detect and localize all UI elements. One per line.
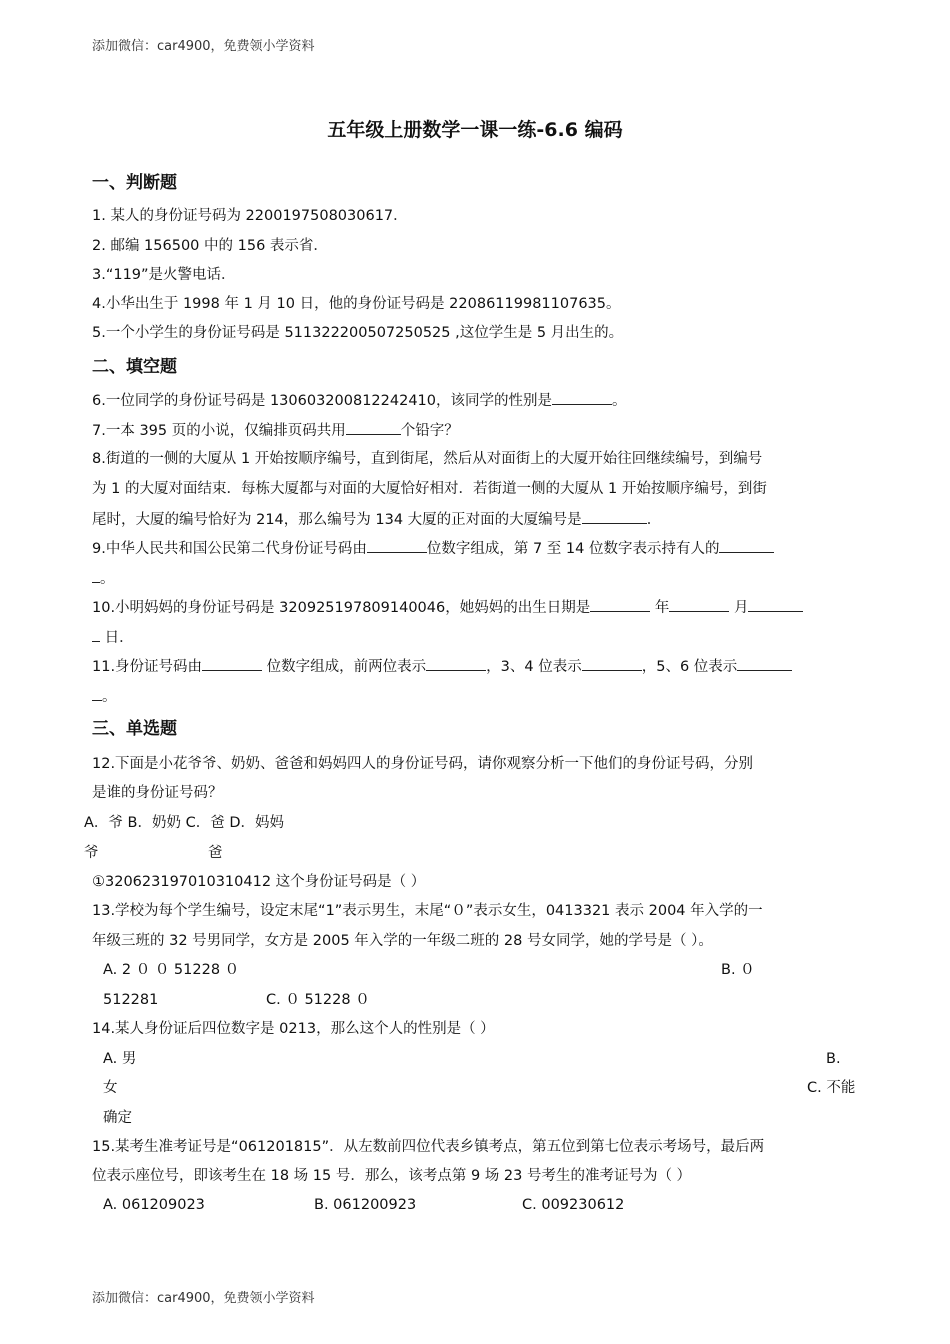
- question-9: [92, 538, 774, 559]
- question-9-text: 9.中华人民共和国公民第二代身份证号码由: [92, 541, 367, 557]
- question-15-option-a[interactable]: A. 061209023: [103, 1197, 205, 1213]
- question-9-end: 。: [100, 571, 115, 587]
- question-12-line-2: 是谁的身份证号码？: [92, 785, 223, 801]
- question-5: 5.一个小学生的身份证号码是 511322200507250525 ,这位学生是 5 月出生的。: [92, 325, 624, 341]
- section-heading-fill: 二、填空题: [92, 357, 177, 377]
- question-11-text-4: ，5、6 位表示: [641, 659, 738, 675]
- question-4: 4.小华出生于 1998 年 1 月 10 日，他的身份证号码是 22086119981107635。: [92, 296, 621, 312]
- question-10-month: 月: [729, 600, 749, 616]
- question-7: [92, 420, 459, 441]
- question-14-option-c-wrap: 确定: [103, 1110, 132, 1126]
- question-12-options[interactable]: A．爷 B．奶奶 C．爸 D．妈妈: [84, 815, 284, 831]
- question-2: 2. 邮编 156500 中的 156 表示省．: [92, 238, 328, 254]
- question-14-option-a[interactable]: A. 男: [103, 1051, 137, 1067]
- question-12-option-a-wrap: 爷: [84, 845, 99, 861]
- answer-blank[interactable]: [346, 420, 401, 435]
- question-13-option-b-wrap: 512281: [103, 992, 159, 1008]
- question-12-option-c-wrap: 爸: [208, 845, 223, 861]
- question-15-line-1: 15.某考生准考证号是“061201815”．从左数前四位代表乡镇考点，第五位到第七位表示考场号，最后两: [92, 1139, 765, 1155]
- question-14-option-b-wrap: 女: [103, 1080, 118, 1096]
- question-11-text: 11.身份证号码由: [92, 659, 203, 675]
- question-14-line-1: 14.某人身份证后四位数字是 0213，那么这个人的性别是（ ）: [92, 1021, 495, 1037]
- page-header: 添加微信：car4900，免费领小学资料: [92, 39, 315, 54]
- question-13-line-1: 13.学校为每个学生编号，设定末尾“1”表示男生，末尾“０”表示女生，0413321 表示 2004 年入学的一: [92, 903, 763, 919]
- question-11-wrap: [92, 686, 117, 707]
- question-3: 3.“119”是火警电话．: [92, 267, 236, 283]
- answer-blank[interactable]: [92, 627, 100, 642]
- question-13-line-2: 年级三班的 32 号男同学，女方是 2005 年入学的一年级二班的 28 号女同学，她的学号是（ ）。: [92, 933, 713, 949]
- section-heading-judge: 一、判断题: [92, 173, 177, 193]
- answer-blank[interactable]: [669, 597, 729, 612]
- answer-blank[interactable]: [582, 656, 642, 671]
- question-8-text: 尾时，大厦的编号恰好为 214，那么编号为 134 大厦的正对面的大厦编号是: [92, 512, 582, 528]
- answer-blank[interactable]: [202, 656, 262, 671]
- question-12-sub: ①320623197010310412 这个身份证号码是（ ）: [92, 874, 426, 890]
- question-8-line-1: 8.街道的一侧的大厦从 1 开始按顺序编号，直到街尾，然后从对面街上的大厦开始往回继续编号，到编号: [92, 451, 763, 467]
- question-13-option-a[interactable]: A. 2 ０ ０ 51228 ０: [103, 962, 240, 978]
- answer-blank[interactable]: [582, 509, 647, 524]
- question-9-wrap: [92, 568, 115, 589]
- question-1: 1. 某人的身份证号码为 2200197508030617．: [92, 208, 408, 224]
- question-11-text-2: 位数字组成，前两位表示: [262, 659, 427, 675]
- question-11: [92, 656, 792, 677]
- question-6: [92, 390, 627, 411]
- question-14-option-c[interactable]: C. 不能: [807, 1080, 856, 1096]
- question-11-end: 。: [102, 689, 117, 705]
- question-6-end: 。: [612, 393, 627, 409]
- question-10-day: 日．: [100, 630, 134, 646]
- question-10-year: 年: [650, 600, 670, 616]
- question-15-option-b[interactable]: B. 061200923: [314, 1197, 417, 1213]
- answer-blank[interactable]: [719, 538, 774, 553]
- question-6-text: 6.一位同学的身份证号码是 130603200812242410，该同学的性别是: [92, 393, 552, 409]
- page-title: 五年级上册数学一课一练-6.6 编码: [327, 119, 623, 141]
- question-11-text-3: ，3、4 位表示: [486, 659, 582, 675]
- page-footer: 添加微信：car4900，免费领小学资料: [92, 1291, 315, 1306]
- question-15-line-2: 位表示座位号，即该考生在 18 场 15 号．那么，该考点第 9 场 23 号考生的准考证号为（ ）: [92, 1168, 692, 1184]
- question-15-option-c[interactable]: C. 009230612: [522, 1197, 625, 1213]
- question-10-text: 10.小明妈妈的身份证号码是 320925197809140046，她妈妈的出生日期是: [92, 600, 591, 616]
- section-heading-choice: 三、单选题: [92, 719, 177, 739]
- question-10: [92, 597, 803, 618]
- answer-blank[interactable]: [748, 597, 803, 612]
- question-8-line-2: 为 1 的大厦对面结束．每栋大厦都与对面的大厦恰好相对．若街道一侧的大厦从 1 开始按顺序编号，到街: [92, 481, 767, 497]
- answer-blank[interactable]: [737, 656, 792, 671]
- question-14-option-b[interactable]: B.: [826, 1051, 841, 1067]
- question-13-option-b[interactable]: B. ０: [721, 962, 755, 978]
- answer-blank[interactable]: [552, 390, 612, 405]
- question-9-text-2: 位数字组成，第 7 至 14 位数字表示持有人的: [426, 541, 720, 557]
- question-10-wrap: [92, 627, 134, 648]
- answer-blank[interactable]: [590, 597, 650, 612]
- answer-blank[interactable]: [367, 538, 427, 553]
- answer-blank[interactable]: [426, 656, 486, 671]
- question-13-option-c[interactable]: C. ０ 51228 ０: [266, 992, 370, 1008]
- question-8-line-3: [92, 509, 661, 530]
- question-7-text: 7.一本 395 页的小说，仅编排页码共用: [92, 423, 346, 439]
- answer-blank[interactable]: [92, 568, 100, 583]
- question-7-end: 个铅字？: [400, 423, 459, 439]
- question-8-end: ．: [646, 512, 662, 528]
- answer-blank[interactable]: [92, 686, 102, 701]
- question-12-line-1: 12.下面是小花爷爷、奶奶、爸爸和妈妈四人的身份证号码，请你观察分析一下他们的身份证号码，分别: [92, 756, 754, 772]
